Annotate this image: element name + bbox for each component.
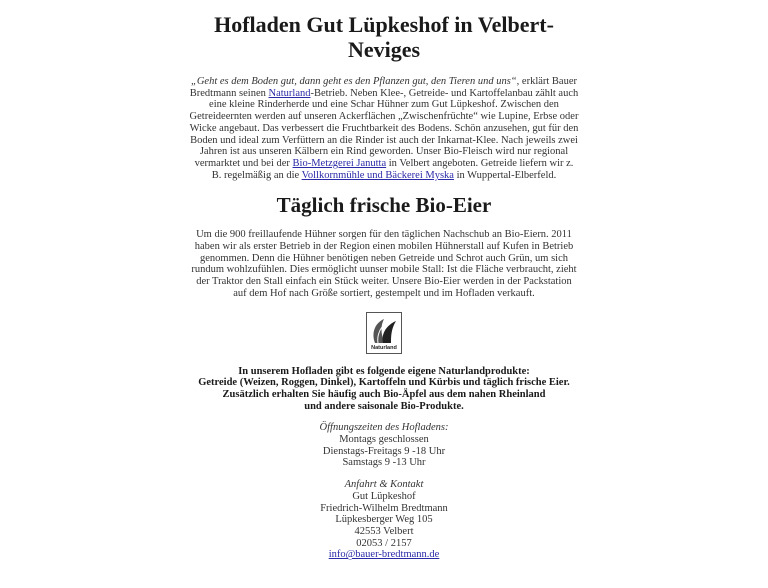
naturland-logo-icon (366, 312, 402, 354)
contact-line: Lüpkesberger Weg 105 (335, 514, 433, 526)
hours-line: Samstags 9 -13 Uhr (342, 457, 426, 469)
products-line: und andere saisonale Bio-Produkte. (304, 400, 464, 412)
intro-text: erklärt Bauer Bredtmann seinen (189, 76, 578, 99)
opening-hours (189, 422, 579, 469)
logo-label: Naturland (371, 344, 397, 351)
contact-line: Friedrich-Wilhelm Bredtmann (320, 502, 448, 514)
products-list (189, 366, 579, 413)
intro-quote: „Geht es dem Boden gut, dann geht es den Pflanzen gut, den Tieren und uns“, (190, 76, 520, 87)
logo-wrap (189, 312, 579, 356)
hours-line: Montags geschlossen (339, 434, 429, 446)
contact-block (189, 479, 579, 561)
metzgerei-link[interactable]: Bio-Metzgerei Janutta (292, 157, 387, 169)
page-content (189, 12, 579, 561)
contact-caption: Anfahrt & Kontakt (344, 479, 424, 491)
products-line: In unserem Hofladen gibt es folgende eigene Naturlandprodukte: (238, 365, 530, 377)
intro-text: -Betrieb. Neben Klee-, Getreide- und Kartoffelanbau zählt auch eine kleine Rinderherde und eine Schar Hühner zum Gut Lüpkeshof. Zwischen den Getreideernten werden auf unseren Ackerflächen „Zwischenfrüchte“ wie Lupine, Erbse oder Wicke angebaut. Das verbessert die Fruchtbarkeit des Bodens. Schön anzusehen, gut für den Boden und ideal zum Verfüttern an die Rinder ist auch der Inkarnat-Klee. Nach jeweils zwei Jahren ist aus unseren Kälbern ein Rind geworden. Unser Bio-Fleisch wird nur regional vermarktet und bei der (189, 87, 579, 169)
products-line: Zusätzlich erhalten Sie häufig auch Bio-Äpfel aus dem nahen Rheinland (222, 388, 546, 400)
intro-paragraph (189, 76, 579, 181)
contact-line: Gut Lüpkeshof (352, 490, 416, 502)
email-link[interactable]: info@bauer-bredtmann.de (328, 549, 440, 561)
intro-text: in Wuppertal-Elberfeld. (453, 169, 557, 181)
hours-caption: Öffnungszeiten des Hofladens: (319, 422, 449, 434)
eggs-heading: Täglich frische Bio-Eier (276, 193, 492, 218)
intro-text: in Velbert angeboten. Getreide liefern wir z. B. regelmäßig an die (211, 157, 574, 181)
products-line: Getreide (Weizen, Roggen, Dinkel), Kartoffeln und Kürbis und täglich frische Eier. (198, 377, 570, 389)
naturland-link[interactable]: Naturland (268, 87, 311, 99)
contact-line: 42553 Velbert (354, 525, 414, 537)
page-title: Hofladen Gut Lüpkeshof in Velbert-Neviges (214, 12, 554, 62)
contact-line: 02053 / 2157 (356, 537, 412, 549)
eggs-paragraph: Um die 900 freillaufende Hühner sorgen für den täglichen Nachschub an Bio-Eiern. 2011 haben wir als erster Betrieb in der Region einen mobilen Hühnerstall auf Kufen in Betrieb genommen. Denn die Hühner benötigen neben Getreide und Schrot auch Grün, um sich rundum wohlzufühlen. Dies ermöglicht uunser mobile Stall: Ist die Fläche verbraucht, zieht der Traktor den Stall einfach ein Stück weiter. Unsere Bio-Eier werden in der Packstation auf dem Hof nach Größe sortiert, gestempelt und im Hofladen verkauft. (191, 229, 577, 299)
hours-line: Dienstags-Freitags 9 -18 Uhr (322, 445, 446, 457)
muehle-link[interactable]: Vollkornmühle und Bäckerei Myska (301, 169, 454, 181)
